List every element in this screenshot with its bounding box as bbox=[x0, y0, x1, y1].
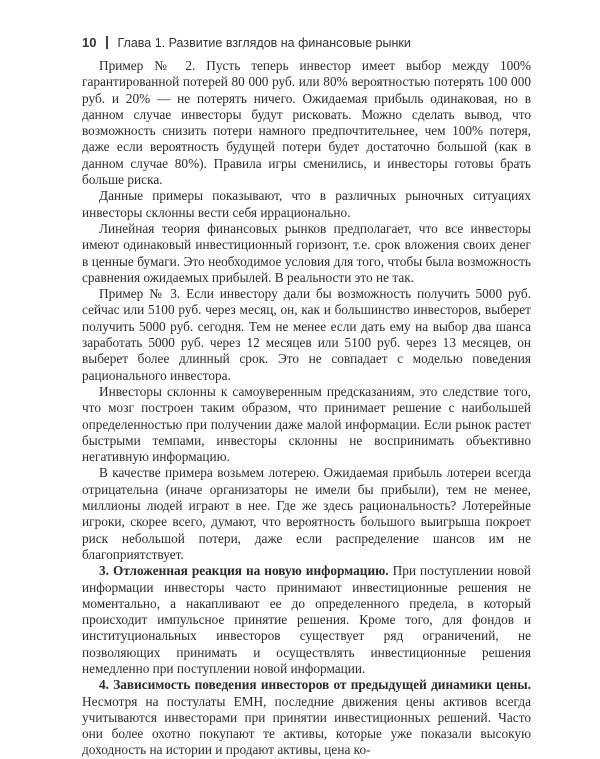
paragraph-irrational: Данные примеры показывают, что в различных рыночных ситуациях инвесторы склонны вести себя иррационально. bbox=[82, 188, 531, 220]
page-number: 10 bbox=[82, 35, 97, 50]
chapter-title: Глава 1. Развитие взглядов на финансовые рынки bbox=[117, 35, 411, 50]
paragraph-section-3 bbox=[82, 563, 531, 677]
paragraph-example-2: Пример № 2. Пусть теперь инвестор имеет выбор между 100% гарантированной потерей 80 000 руб. или 80% вероятностью потерять 100 000 руб. и 20% — не потерять ничего. Ожидаемая прибыль одинаковая, но в данном случае инвесторы будут рисковать. Можно сделать вывод, что возможность снизить потери намного предпочтительнее, чем 100% потеря, даже если вероятность будущей потери будет достаточно большой (как в данном случае 80%). Правила игры сменились, и инвесторы готовы брать больше риска. bbox=[82, 58, 531, 188]
paragraph-section-4 bbox=[82, 677, 531, 758]
header-divider bbox=[106, 36, 108, 49]
section-4-heading: 4. Зависимость поведения инвесторов от предыдущей динамики цены. bbox=[99, 677, 531, 693]
paragraph-example-3: Пример № 3. Если инвестору дали бы возможность получить 5000 руб. сейчас или 5100 руб. через месяц, он, как и большинство инвесторов, выберет получить 5000 руб. сегодня. Тем не менее если дать ему на выбор два шанса заработать 5000 руб. через 12 месяцев или 5100 руб. через 13 месяцев, он выберет более длинный срок. Это не совпадает с моделью поведения рационального инвестора. bbox=[82, 286, 531, 383]
page-body bbox=[82, 58, 531, 759]
paragraph-overconfidence: Инвесторы склонны к самоуверенным предсказаниям, это следствие того, что мозг построен таким образом, что принимает решение с наибольшей определенностью при получении даже малой информации. Если рынок растет быстрыми темпами, инвесторы склонны не воспринимать объективно негативную информацию. bbox=[82, 383, 531, 465]
section-4-text: Несмотря на постулаты ЕМН, последние движения цены активов всегда учитываются инвесторами при принятии инвестиционных решений. Часто они более охотно покупают те активы, которые уже показали высокую доходность на истории и продают активы, цена ко- bbox=[82, 693, 531, 758]
paragraph-linear-theory: Линейная теория финансовых рынков предполагает, что все инвесторы имеют одинаковый инвестиционный горизонт, т.е. срок вложения своих денег в ценные бумаги. Это необходимое условия для того, чтобы была возможность сравнения ожидаемых прибылей. В реальности это не так. bbox=[82, 220, 531, 285]
section-3-heading: 3. Отложенная реакция на новую информацию. bbox=[99, 563, 389, 579]
running-header bbox=[82, 35, 411, 50]
section-3-text: При поступлении новой информации инвесторы часто принимают инвестиционные решения не моментально, а накапливают ее до определенного предела, в который происходит импульсное принятие решения. Кроме того, для фондов и институциональных инвесторов существует ряд ограничений, не позволяющих принимать и осуществлять инвестиционные решения немедленно при поступлении новой информации. bbox=[82, 563, 531, 676]
paragraph-lottery: В качестве примера возьмем лотерею. Ожидаемая прибыль лотереи всегда отрицательна (иначе организаторы не имели бы прибыли), тем не менее, миллионы людей играют в нее. Где же здесь рациональность? Лотерейные игроки, скорее всего, думают, что вероятность большого выигрыша покроет риск небольшой потери, даже если распределение шансов им не благоприятствует. bbox=[82, 465, 531, 562]
